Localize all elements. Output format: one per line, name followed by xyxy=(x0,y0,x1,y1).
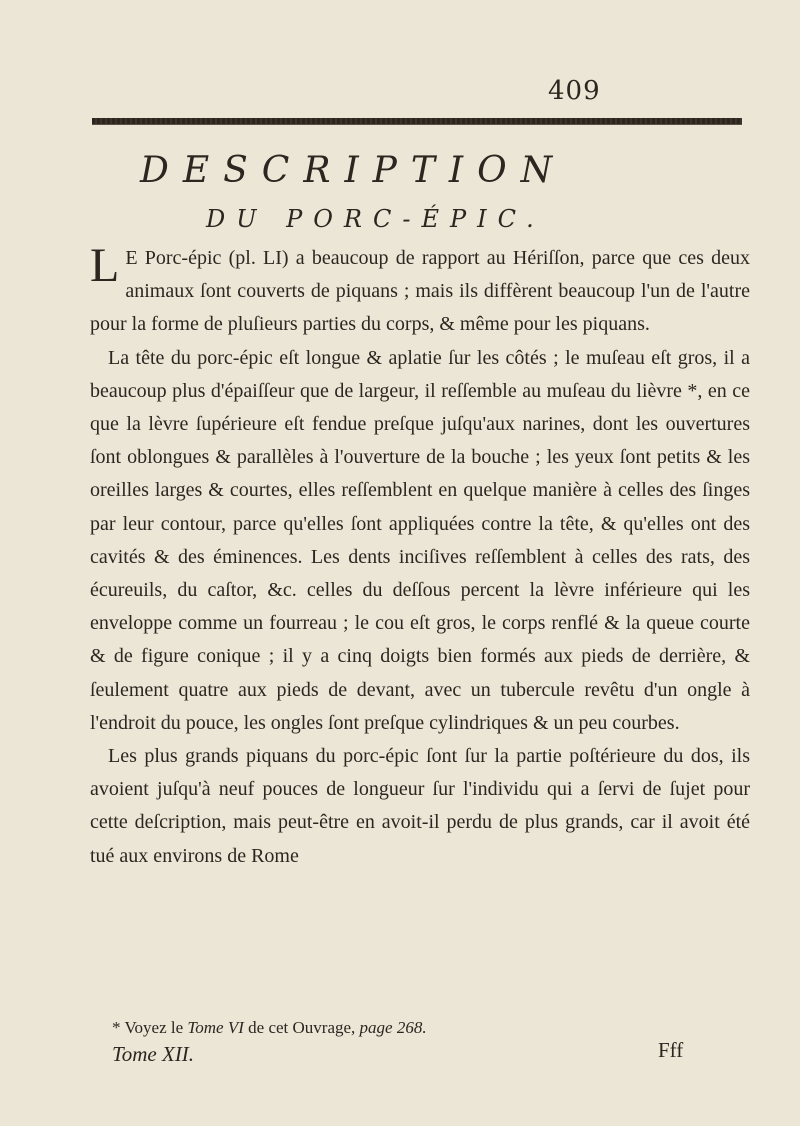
footnote-page: page 268. xyxy=(359,1018,427,1037)
paragraph-2: La tête du porc-épic eſt longue & aplatie ſur les côtés ; le muſeau eſt gros, il a beaucoup plus d'épaiſſeur que de largeur, il reſſemble au muſeau du lièvre *, en ce que la lèvre ſupérieure eſt fendue preſque juſqu'aux narines, dont les ouvertures ſont oblongues & parallèles à l'ouverture de la bouche ; les yeux ſont petits & les oreilles larges & courtes, elles reſſemblent en quelque manière à celles des ſinges par leur contour, parce qu'elles ſont appliquées contre la tête, & qu'elles ont des cavités & des éminences. Les dents inciſives reſſemblent à celles des rats, des écureuils, du caſtor, &c. celles du deſſous percent la lèvre inférieure qui les enveloppe comme un fourreau ; le cou eſt gros, le corps renflé & la queue courte & de figure conique ; il y a cinq doigts bien formés aux pieds de derrière, & ſeulement quatre aux pieds de devant, avec un tubercule revêtu d'un ongle à l'endroit du pouce, les ongles ſont preſque cylindriques & un peu courbes. xyxy=(90,346,750,734)
signature-mark: Fff xyxy=(658,1038,684,1062)
footnote-ref: Tome VI xyxy=(187,1018,244,1037)
paragraph-1 xyxy=(90,239,750,342)
page-title: DESCRIPTION xyxy=(140,150,567,191)
footnote-middle: de cet Ouvrage, xyxy=(248,1018,356,1037)
header-rule xyxy=(92,118,742,125)
drop-cap: L xyxy=(90,239,120,292)
signature-tome: Tome XII. xyxy=(112,1042,195,1066)
paragraph-3: Les plus grands piquans du porc-épic ſont ſur la partie poſtérieure du dos, ils avoient juſqu'à neuf pouces de longueur ſur l'individu qui a ſervi de ſujet pour cette deſcription, mais peut-être en avoit-il perdu de plus grands, car il avoit été tué aux environs de Rome xyxy=(90,745,750,867)
footnote-prefix: * Voyez le xyxy=(112,1018,184,1037)
footnote xyxy=(112,1018,732,1038)
page-subtitle: DU PORC-ÉPIC. xyxy=(206,205,545,233)
body-text xyxy=(90,239,750,873)
page-number: 409 xyxy=(548,76,601,106)
paragraph-1-text: E Porc-épic (pl. LI) a beaucoup de rapport au Hériſſon, parce que ces deux animaux ſont couverts de piquans ; mais ils diffèrent beaucoup l'un de l'autre pour la forme de pluſieurs parties du corps, & même pour les piquans. xyxy=(90,247,750,336)
